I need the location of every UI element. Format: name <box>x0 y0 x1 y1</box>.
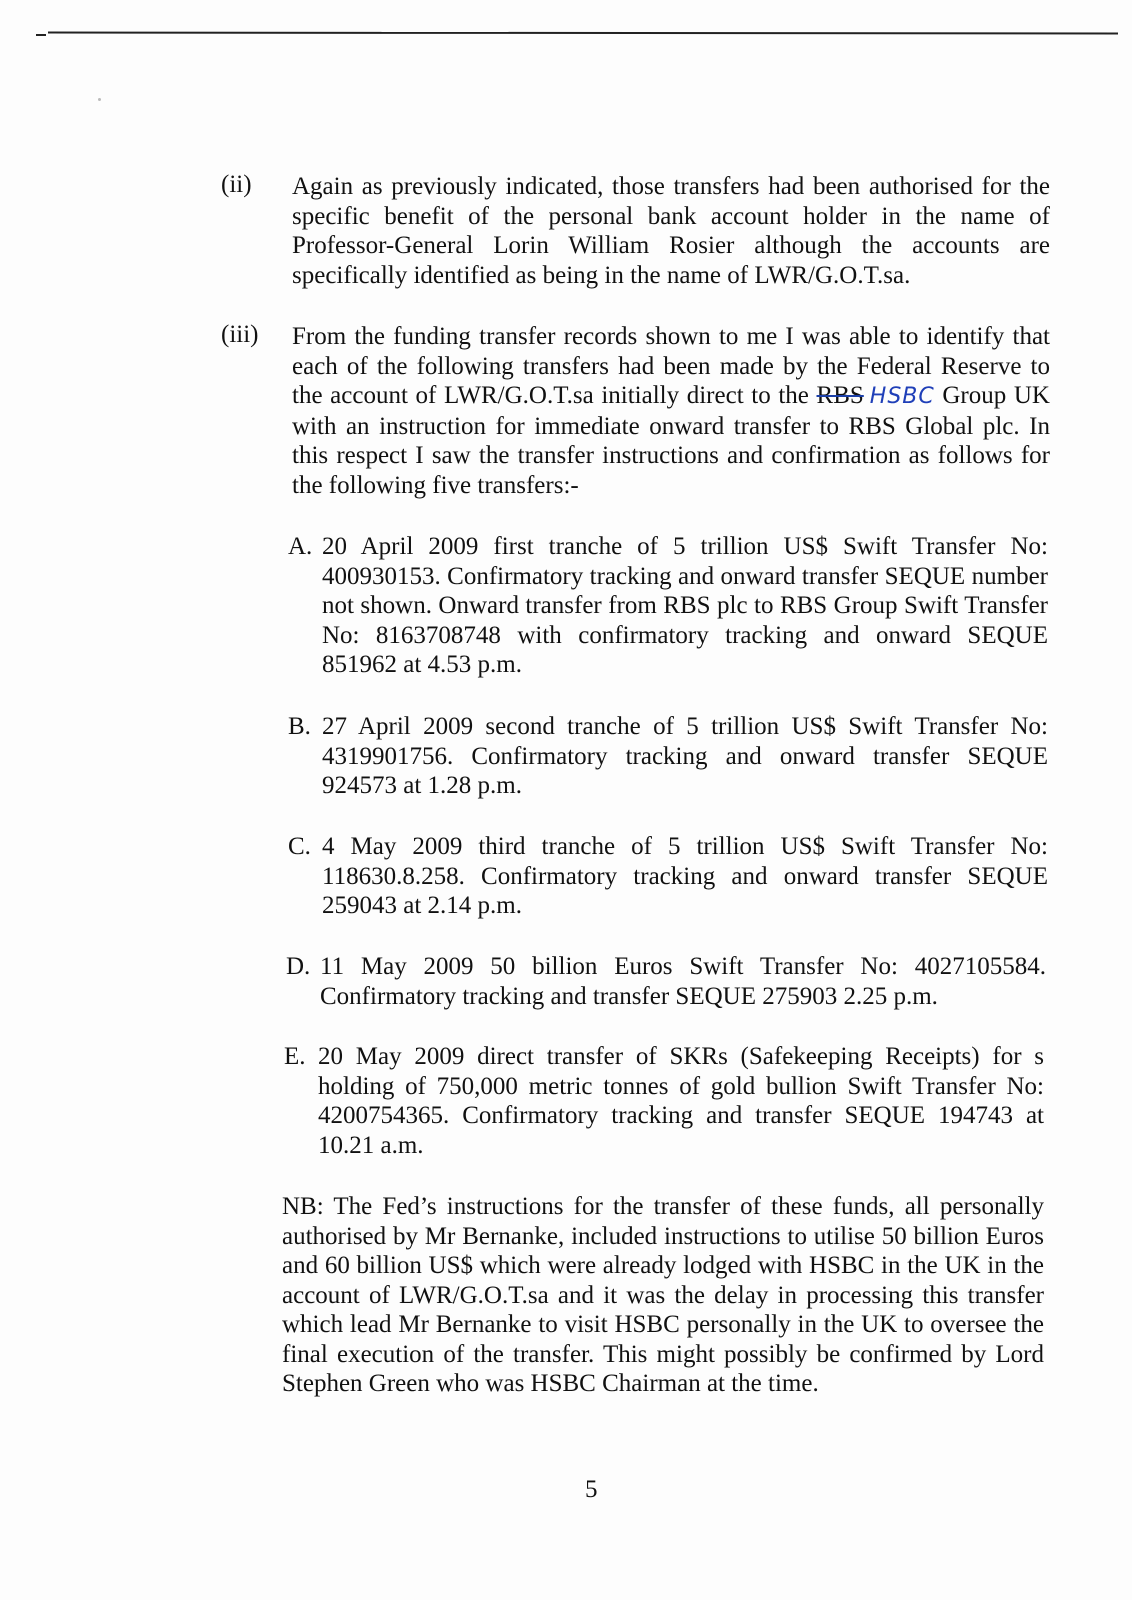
transfer-item-d <box>286 952 1046 1011</box>
transfer-item-a <box>288 532 1048 680</box>
item-a-letter: A. <box>288 533 313 560</box>
nb-note <box>282 1192 1044 1399</box>
transfer-item-e <box>284 1042 1044 1160</box>
item-c-letter: C. <box>288 833 311 860</box>
paragraph-ii-text: Again as previously indicated, those transfers had been authorised for the specific benefit of the personal bank account holder in the name of Professor-General Lorin William Rosier although the accounts are specifically identified as being in the name of LWR/G.O.T.sa. <box>292 173 1050 289</box>
item-b-text: 27 April 2009 second tranche of 5 trillion US$ Swift Transfer No: 4319901756. Confirmatory tracking and onward transfer SEQUE 924573 at 1.28 p.m. <box>322 713 1048 799</box>
struck-word: RBS <box>816 382 864 409</box>
item-d-text: 11 May 2009 50 billion Euros Swift Transfer No: 4027105584. Confirmatory tracking and transfer SEQUE 275903 2.25 p.m. <box>320 953 1046 1010</box>
nb-note-text: NB: The Fed’s instructions for the transfer of these funds, all personally authorised by Mr Bernanke, included instructions to utilise 50 billion Euros and 60 billion US$ which were already lodged with HSBC in the UK in the account of LWR/G.O.T.sa and it was the delay in processing this transfer which lead Mr Bernanke to visit HSBC personally in the UK to oversee the final execution of the transfer. This might possibly be confirmed by Lord Stephen Green who was HSBC Chairman at the time. <box>282 1193 1044 1397</box>
header-rule <box>48 32 1118 35</box>
item-d-letter: D. <box>286 953 311 980</box>
handwritten-correction: HSBC <box>869 384 935 409</box>
item-a-text: 20 April 2009 first tranche of 5 trillion US$ Swift Transfer No: 400930153. Confirmatory tracking and onward transfer SEQUE number not shown. Onward transfer from RBS plc to RBS Group Swift Transfer No: 8163708748 with confirmatory tracking and onward SEQUE 851962 at 4.53 p.m. <box>322 533 1048 678</box>
item-e-letter: E. <box>284 1043 306 1070</box>
paragraph-ii-number: (ii) <box>221 171 252 198</box>
scan-speck <box>98 98 101 101</box>
item-b-letter: B. <box>288 713 311 740</box>
item-c-text: 4 May 2009 third tranche of 5 trillion US$ Swift Transfer No: 118630.8.258. Confirmatory tracking and onward transfer SEQUE 259043 at 2.14 p.m. <box>322 833 1048 919</box>
paragraph-iii-text-before: From the funding transfer records shown to me I was able to identify that each of the following transfers had been made by the Federal Reserve to the account of LWR/G.O.T.sa initially direct to the <box>292 323 1050 409</box>
paragraph-ii <box>292 172 1050 290</box>
paragraph-iii-number: (iii) <box>221 321 259 348</box>
margin-tick <box>36 34 46 36</box>
transfer-item-b <box>288 712 1048 801</box>
paragraph-iii <box>292 322 1050 500</box>
paragraph-iii-text-after: Group UK with an instruction for immediate onward transfer to RBS Global plc. In this respect I saw the transfer instructions and confirmation as follows for the following five transfers:- <box>292 382 1050 499</box>
item-e-text: 20 May 2009 direct transfer of SKRs (Safekeeping Receipts) for s holding of 750,000 metric tonnes of gold bullion Swift Transfer No: 4200754365. Confirmatory tracking and transfer SEQUE 194743 at 10.21 a.m. <box>318 1043 1044 1159</box>
page-number: 5 <box>585 1476 598 1503</box>
transfer-item-c <box>288 832 1048 921</box>
